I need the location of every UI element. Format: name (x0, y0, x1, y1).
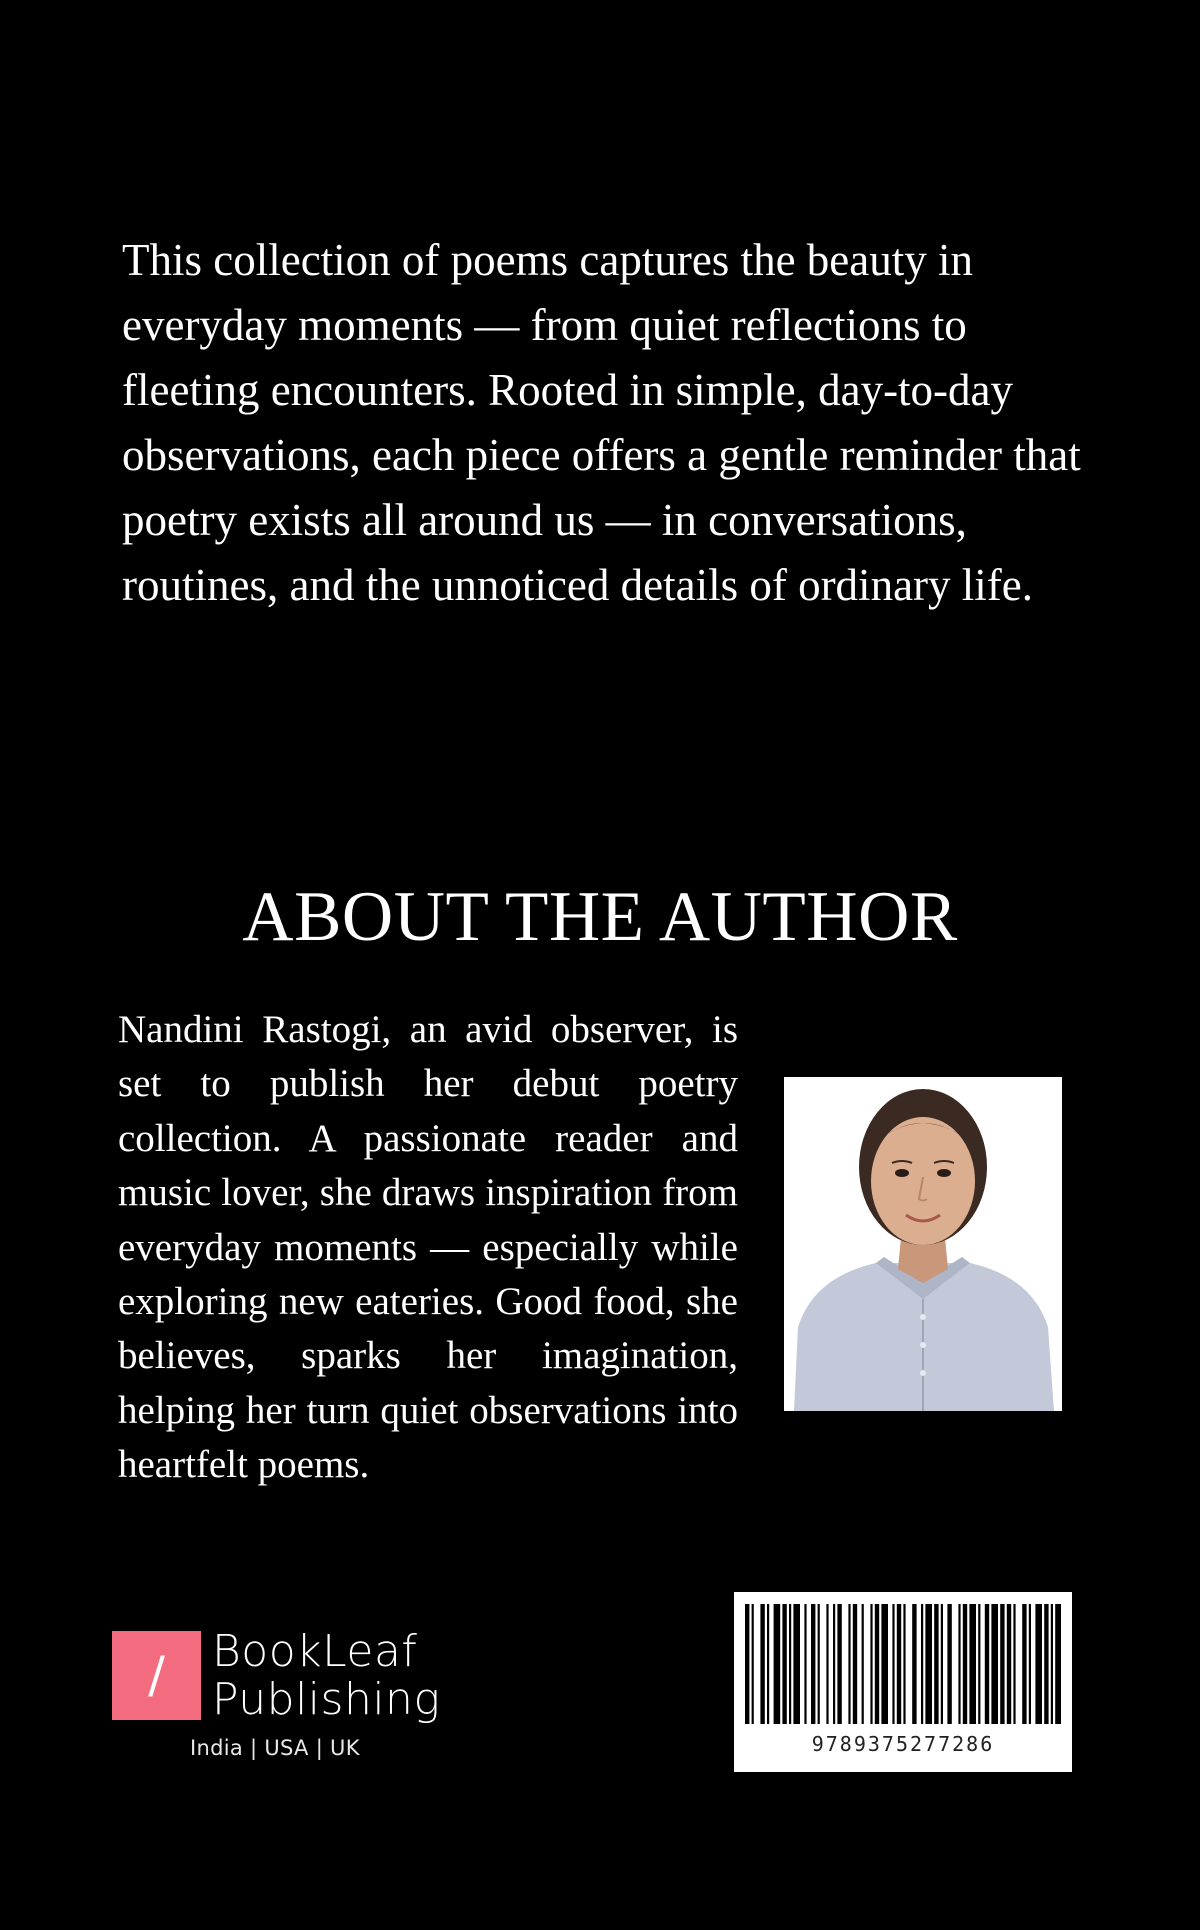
isbn-barcode (734, 1592, 1072, 1772)
about-author-heading: ABOUT THE AUTHOR (242, 878, 958, 956)
publisher-name-line1: BookLeaf (212, 1626, 418, 1677)
barcode-bar (912, 1604, 916, 1724)
barcode-bar (1000, 1604, 1004, 1724)
barcode-bar (811, 1604, 815, 1724)
barcode-bar (870, 1604, 872, 1724)
barcode-bar (752, 1604, 754, 1724)
slash-logo-icon: / (112, 1631, 201, 1720)
barcode-bar (1029, 1604, 1031, 1724)
author-bio: Nandini Rastogi, an avid observer, is set to publish her debut poetry collection. A passionate reader and music lover, she draws inspiration from everyday moments — especially while exploring new eateries. Good food, she believes, sparks her imagination, helping her turn quiet observations into heartfelt poems. (118, 1008, 738, 1487)
publisher-logo (112, 1628, 472, 1778)
barcode-bar (1055, 1604, 1061, 1724)
barcode-bar (848, 1604, 850, 1724)
barcode-bar (782, 1604, 786, 1724)
barcode-bar (921, 1604, 923, 1724)
barcode-bars (745, 1604, 1061, 1724)
barcode-bar (985, 1604, 989, 1724)
barcode-bar (804, 1604, 806, 1724)
barcode-bar (745, 1604, 749, 1724)
barcode-bar (903, 1604, 905, 1724)
barcode-bar (793, 1604, 800, 1724)
barcode-bar (853, 1604, 857, 1724)
barcode-bar (826, 1604, 828, 1724)
barcode-bar (833, 1604, 835, 1724)
barcode-bar (774, 1604, 781, 1724)
barcode-bar (991, 1604, 998, 1724)
barcode-bar (969, 1604, 976, 1724)
barcode-bar (1022, 1604, 1026, 1724)
barcode-bar (941, 1604, 943, 1724)
barcode-bar (767, 1604, 769, 1724)
barcode-bar (897, 1604, 901, 1724)
barcode-bar (818, 1604, 820, 1724)
barcode-bar (925, 1604, 932, 1724)
publisher-name-line2: Publishing (212, 1674, 441, 1725)
barcode-bar (1035, 1604, 1042, 1724)
publisher-name (212, 1628, 440, 1724)
barcode-bar (892, 1604, 894, 1724)
barcode-bar (862, 1604, 864, 1724)
barcode-bar (760, 1604, 764, 1724)
barcode-bar (881, 1604, 888, 1724)
barcode-bar (963, 1604, 967, 1724)
barcode-bar (789, 1604, 791, 1724)
back-cover-blurb: This collection of poems captures the beauty in everyday moments — from quiet reflections to fleeting encounters. Rooted in simple, day-to-day observations, each piece offers a gentle reminder that poetry exists all around us — in conversations, routines, and the unnoticed details of ordinary life. (122, 235, 1081, 610)
barcode-bar (947, 1604, 951, 1724)
barcode-bar (958, 1604, 960, 1724)
barcode-bar (978, 1604, 980, 1724)
barcode-bar (875, 1604, 879, 1724)
author-photo (784, 1077, 1062, 1411)
publisher-regions: India | USA | UK (190, 1736, 360, 1760)
barcode-bar (934, 1604, 938, 1724)
barcode-bar (837, 1604, 841, 1724)
barcode-bar (1013, 1604, 1015, 1724)
barcode-bar (1051, 1604, 1053, 1724)
isbn-number: 9789375277286 (811, 1732, 995, 1756)
author-portrait-illustration (784, 1077, 1062, 1411)
barcode-bar (1007, 1604, 1011, 1724)
barcode-bar (1044, 1604, 1048, 1724)
